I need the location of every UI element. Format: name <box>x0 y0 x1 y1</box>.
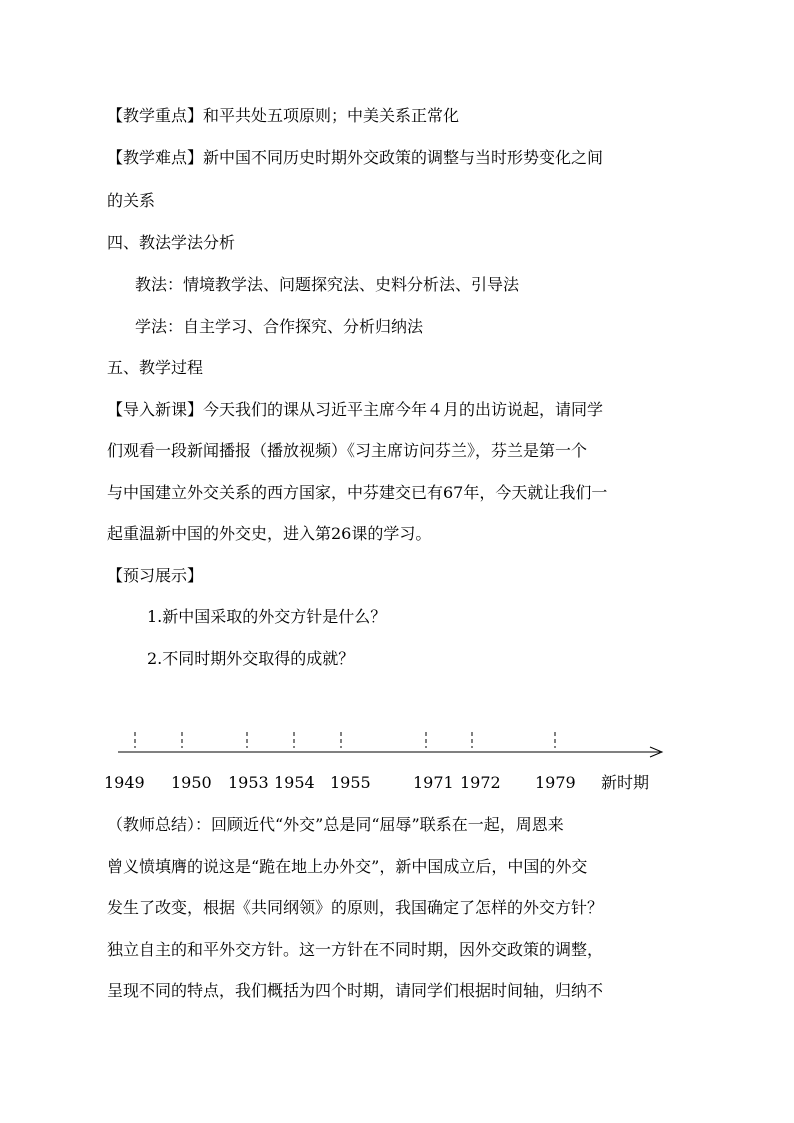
timeline-label-1971: 1971 <box>413 773 454 792</box>
timeline-label-1949: 1949 <box>104 773 145 792</box>
timeline-label-1950: 1950 <box>171 773 212 792</box>
section-heading-process: 五、教学过程 <box>107 358 204 377</box>
teaching-methods: 教法：情境教学法、问题探究法、史料分析法、引导法 <box>135 275 520 294</box>
preview-question-1: 1.新中国采取的外交方针是什么？ <box>147 607 387 626</box>
timeline-label-new-era: 新时期 <box>601 773 650 792</box>
intro-paragraph-line-3: 与中国建立外交关系的西方国家，中芬建交已有67年，今天就让我们一 <box>107 483 608 502</box>
timeline-label-1954: 1954 <box>274 773 315 792</box>
section-heading-methods: 四、教法学法分析 <box>107 233 236 252</box>
timeline-label-1972: 1972 <box>460 773 501 792</box>
teaching-focus: 【教学重点】和平共处五项原则；中美关系正常化 <box>107 106 460 125</box>
summary-line-4: 独立自主的和平外交方针。这一方针在不同时期，因外交政策的调整， <box>107 940 604 959</box>
preview-question-2: 2.不同时期外交取得的成就？ <box>147 649 355 668</box>
preview-heading: 【预习展示】 <box>107 566 204 585</box>
intro-paragraph-line-2: 们观看一段新闻播报（播放视频）《习主席访问芬兰》，芬兰是第一个 <box>107 441 588 460</box>
timeline-label-1953: 1953 <box>228 773 269 792</box>
intro-paragraph-line-4: 起重温新中国的外交史，进入第26课的学习。 <box>107 524 432 543</box>
timeline-axis <box>118 720 666 760</box>
summary-line-3: 发生了改变，根据《共同纲领》的原则，我国确定了怎样的外交方针？ <box>107 898 604 917</box>
summary-line-2: 曾义愤填膺的说这是“跪在地上办外交”，新中国成立后，中国的外交 <box>107 857 588 876</box>
intro-paragraph-line-1: 【导入新课】今天我们的课从习近平主席今年４月的出访说起，请同学 <box>107 400 604 419</box>
timeline-label-1979: 1979 <box>535 773 576 792</box>
summary-line-1: （教师总结）：回顾近代“外交”总是同“屈辱”联系在一起，周恩来 <box>107 815 564 834</box>
summary-line-5: 呈现不同的特点，我们概括为四个时期，请同学们根据时间轴，归纳不 <box>107 981 604 1000</box>
teaching-difficulty-cont: 的关系 <box>107 191 156 210</box>
timeline-label-1955: 1955 <box>330 773 371 792</box>
learning-methods: 学法：自主学习、合作探究、分析归纳法 <box>135 317 424 336</box>
teaching-difficulty: 【教学难点】新中国不同历史时期外交政策的调整与当时形势变化之间 <box>107 148 604 167</box>
